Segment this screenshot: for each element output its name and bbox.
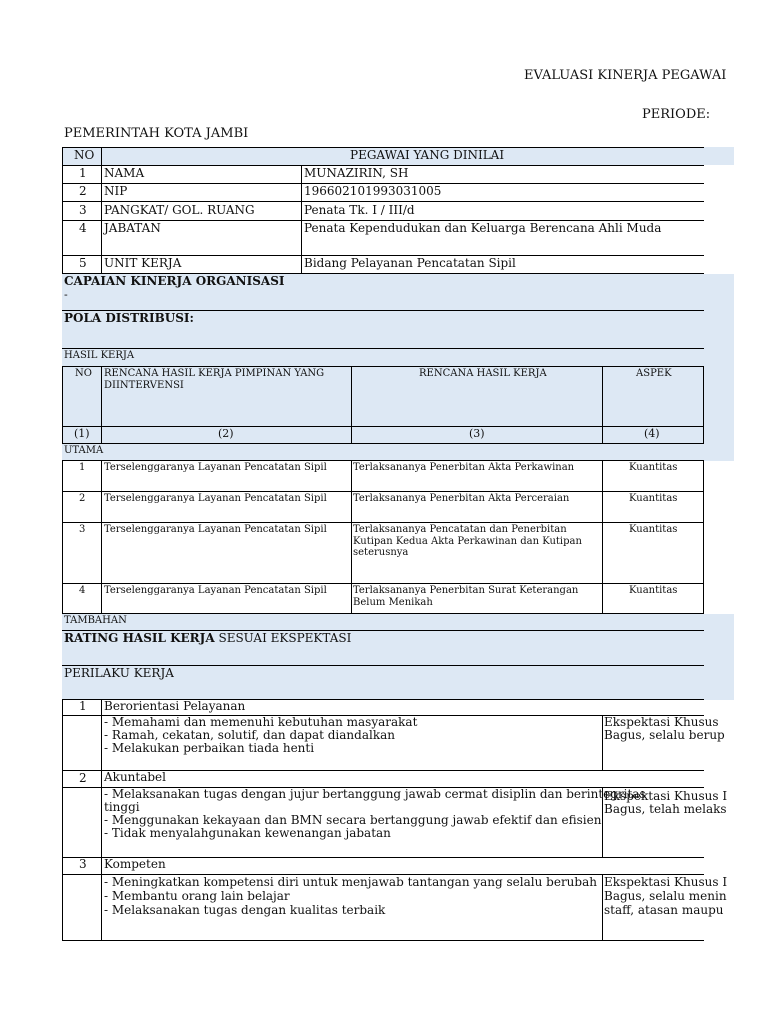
hasil-row-no: 1: [79, 462, 86, 473]
rating-hasil-kerja: [64, 632, 351, 646]
band-tambahan-perilaku: [62, 614, 734, 700]
perilaku-ekspektasi: Bagus, telah melaks: [604, 802, 727, 816]
hasil-colnum-3: (3): [469, 427, 485, 440]
perilaku-ekspektasi: staff, atasan maupu: [604, 903, 724, 917]
utama-label: UTAMA: [64, 445, 104, 456]
perilaku-item-name: Kompeten: [104, 857, 166, 871]
hasil-row-aspek: Kuantitas: [629, 462, 678, 473]
periode-label: PERIODE:: [642, 107, 711, 122]
hasil-header-pimpinan: RENCANA HASIL KERJA PIMPINAN YANG DIINTERVENSI: [104, 368, 325, 391]
perilaku-ekspektasi: Bagus, selalu menin: [604, 889, 727, 903]
hasil-header-rencana: RENCANA HASIL KERJA: [419, 368, 547, 379]
hasil-colnum-2: (2): [218, 427, 234, 440]
hasil-row-no: 2: [79, 493, 86, 504]
pegawai-row-no: 1: [79, 166, 87, 180]
pegawai-section-title: PEGAWAI YANG DINILAI: [350, 148, 505, 162]
perilaku-point: - Menggunakan kekayaan dan BMN secara bertanggung jawab efektif dan efisien: [104, 813, 602, 827]
hasil-row-no: 4: [79, 585, 86, 596]
instansi-name: PEMERINTAH KOTA JAMBI: [64, 126, 249, 141]
perilaku-ekspektasi: Ekspektasi Khusus I: [604, 789, 728, 803]
pegawai-no-header: NO: [74, 148, 95, 162]
hasil-row-pimpinan: Terselenggaranya Layanan Pencatatan Sipil: [104, 493, 327, 504]
hasil-colnum-1: (1): [74, 427, 90, 440]
perilaku-ekspektasi: Ekspektasi Khusus: [604, 715, 719, 729]
pegawai-row-label: JABATAN: [104, 221, 161, 235]
pegawai-row-value: Penata Tk. I / III/d: [304, 203, 415, 217]
perilaku-item-no: 3: [79, 857, 87, 871]
perilaku-title: PERILAKU KERJA: [64, 666, 174, 680]
pola-title: POLA DISTRIBUSI:: [64, 311, 194, 325]
tambahan-label: TAMBAHAN: [64, 615, 127, 626]
document-title: EVALUASI KINERJA PEGAWAI: [524, 68, 727, 83]
rating-bold: RATING HASIL KERJA: [64, 631, 215, 645]
hasil-row-pimpinan: Terselenggaranya Layanan Pencatatan Sipil: [104, 524, 327, 535]
hasil-row-aspek: Kuantitas: [629, 493, 678, 504]
hasil-row-aspek: Kuantitas: [629, 585, 678, 596]
pegawai-row-label: UNIT KERJA: [104, 256, 182, 270]
hasil-row-aspek: Kuantitas: [629, 524, 678, 535]
rating-rest: SESUAI EKSPEKTASI: [214, 631, 352, 645]
perilaku-item-no: 2: [79, 771, 87, 785]
pegawai-row-no: 4: [79, 221, 87, 235]
capaian-title: CAPAIAN KINERJA ORGANISASI: [64, 274, 285, 288]
pegawai-row-label: NIP: [104, 184, 128, 198]
hasil-row-no: 3: [79, 524, 86, 535]
pegawai-row-value: 196602101993031005: [304, 184, 442, 198]
perilaku-point: tinggi: [104, 800, 140, 814]
perilaku-point: - Membantu orang lain belajar: [104, 889, 290, 903]
hasil-row-pimpinan: Terselenggaranya Layanan Pencatatan Sipil: [104, 585, 327, 596]
perilaku-point: - Meningkatkan kompetensi diri untuk menjawab tantangan yang selalu berubah: [104, 875, 597, 889]
hasil-row-rencana: Terlaksananya Penerbitan Akta Perkawinan: [353, 462, 575, 473]
perilaku-point: - Melaksanakan tugas dengan jujur bertanggung jawab cermat disiplin dan berintegritas: [104, 787, 646, 801]
pegawai-row-value: Bidang Pelayanan Pencatatan Sipil: [304, 256, 516, 270]
perilaku-item-no: 1: [79, 699, 87, 713]
perilaku-item-name: Akuntabel: [104, 770, 166, 784]
hasil-row-rencana: Terlaksananya Pencatatan dan Penerbitan Kutipan Kedua Akta Perkawinan dan Kutipan seterusnya: [353, 524, 582, 558]
perilaku-point: - Memahami dan memenuhi kebutuhan masyarakat: [104, 715, 418, 729]
pegawai-row-label: NAMA: [104, 166, 145, 180]
perilaku-point: - Ramah, cekatan, solutif, dan dapat diandalkan: [104, 728, 395, 742]
hasil-kerja-title: HASIL KERJA: [64, 350, 135, 361]
perilaku-point: - Melaksanakan tugas dengan kualitas terbaik: [104, 903, 386, 917]
hasil-row-pimpinan: Terselenggaranya Layanan Pencatatan Sipil: [104, 462, 327, 473]
pegawai-row-value: MUNAZIRIN, SH: [304, 166, 409, 180]
perilaku-point: - Melakukan perbaikan tiada henti: [104, 741, 315, 755]
hasil-row-rencana: Terlaksananya Penerbitan Akta Perceraian: [353, 493, 570, 504]
pegawai-row-no: 3: [79, 203, 87, 217]
hasil-colnum-4: (4): [644, 427, 660, 440]
pegawai-row-no: 5: [79, 256, 87, 270]
hasil-header-aspek: ASPEK: [636, 368, 672, 379]
hasil-row-rencana: Terlaksananya Penerbitan Surat Keterangan Belum Menikah: [353, 585, 579, 608]
pegawai-row-value: Penata Kependudukan dan Keluarga Berencana Ahli Muda: [304, 221, 662, 235]
pegawai-row-no: 2: [79, 184, 87, 198]
perilaku-item-name: Berorientasi Pelayanan: [104, 699, 246, 713]
perilaku-ekspektasi: Ekspektasi Khusus I: [604, 875, 728, 889]
pegawai-row-label: PANGKAT/ GOL. RUANG: [104, 203, 255, 217]
capaian-value: -: [64, 288, 68, 301]
perilaku-ekspektasi: Bagus, selalu berup: [604, 728, 725, 742]
hasil-header-no: NO: [75, 368, 92, 379]
perilaku-point: - Tidak menyalahgunakan kewenangan jabatan: [104, 826, 391, 840]
